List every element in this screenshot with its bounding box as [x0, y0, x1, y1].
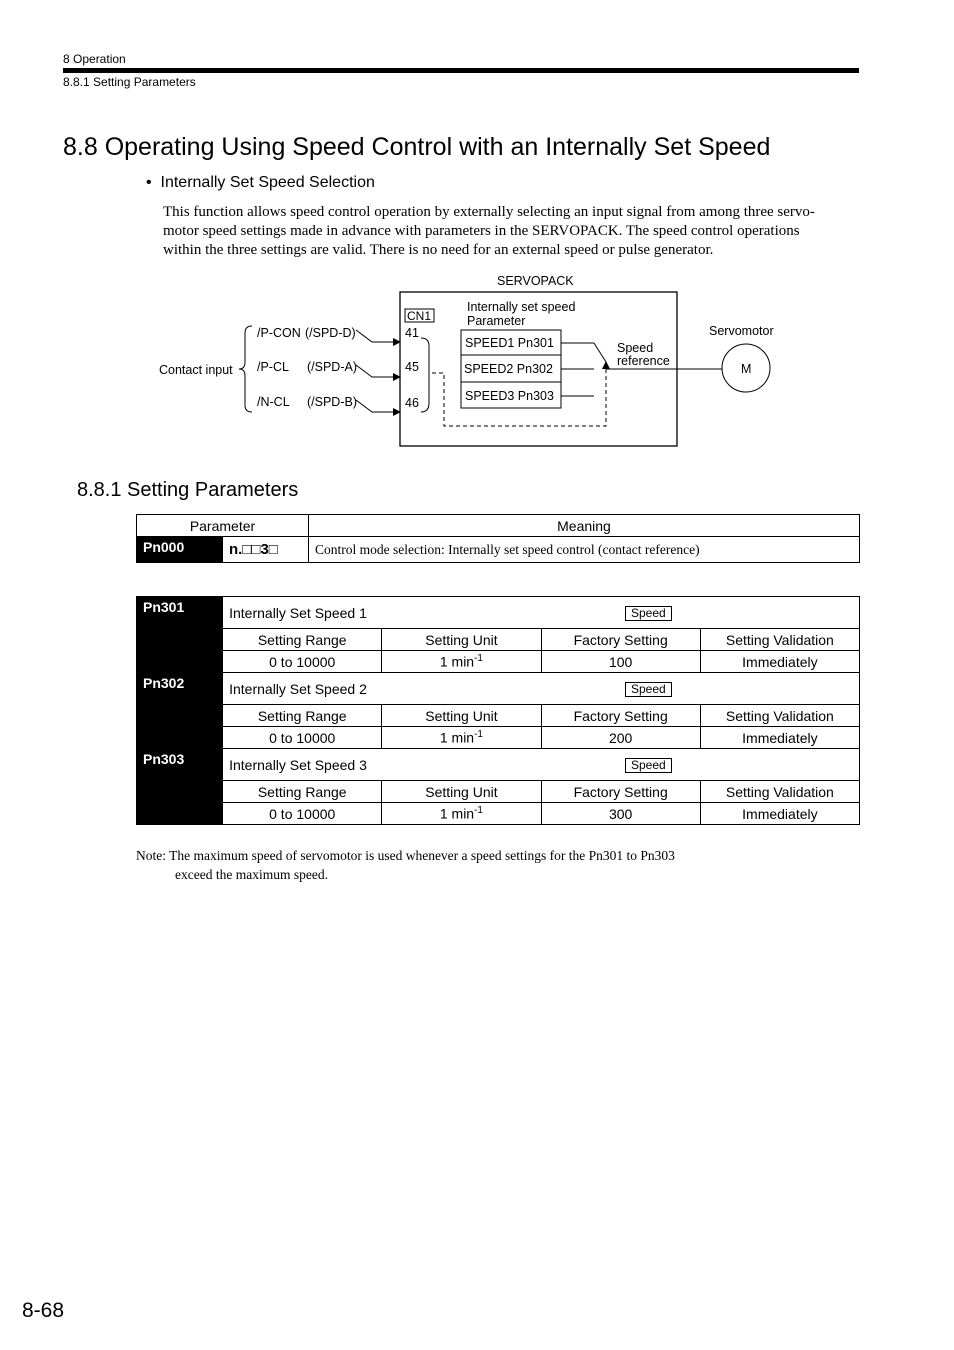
pn302-range: 0 to 10000 [223, 727, 382, 749]
selector-switch [594, 343, 606, 362]
bullet-text: Internally Set Speed Selection [160, 174, 375, 191]
bullet-heading: • Internally Set Speed Selection [146, 174, 375, 191]
pn303-unit: 1 $\min^{-1}$ [382, 803, 541, 825]
pn302-id: Pn302 [137, 673, 223, 749]
servopack-label: SERVOPACK [497, 274, 574, 288]
signal-name-1: /P-CON [257, 326, 301, 340]
contact-brace [239, 326, 252, 412]
speed-ref-label-1: Speed [617, 341, 654, 355]
contact-line-2 [356, 365, 400, 377]
speed-ref-label-2: reference [617, 354, 670, 368]
pn302-title-cell [223, 673, 860, 705]
internal-label-2: Parameter [467, 314, 526, 328]
pn302-factory: 200 [541, 727, 700, 749]
speed3-label: SPEED3 Pn303 [465, 389, 554, 403]
header-factory-setting: Factory Setting [541, 781, 700, 803]
header-factory-setting: Factory Setting [541, 629, 700, 651]
header-setting-unit: Setting Unit [382, 781, 541, 803]
signal-name-3: /N-CL [257, 395, 290, 409]
pin-41: 41 [405, 326, 419, 340]
pin-46: 46 [405, 396, 419, 410]
header-setting-validation: Setting Validation [700, 781, 859, 803]
signal-alt-1: (/SPD-D) [305, 326, 356, 340]
note-line-1: Note: The maximum speed of servomotor is used whenever a speed settings for the Pn301 to Pn303 [136, 848, 675, 863]
pn301-unit: 1 $\min^{-1}$ [382, 651, 541, 673]
page-title: 8.8 Operating Using Speed Control with an Internally Set Speed [63, 133, 771, 161]
contact-line-3 [356, 400, 400, 412]
cn1-label: CN1 [407, 309, 432, 323]
pin-45: 45 [405, 360, 419, 374]
pn000-value: n.□□3□ [223, 537, 309, 563]
pn000-id: Pn000 [137, 537, 223, 563]
col-meaning: Meaning [309, 515, 860, 537]
pn301-factory: 100 [541, 651, 700, 673]
signal-name-2: /P-CL [257, 360, 289, 374]
para-line-1: This function allows speed control operation by externally selecting an input signal from among three servo- [163, 204, 815, 220]
pn303-range: 0 to 10000 [223, 803, 382, 825]
speed1-label: SPEED1 Pn301 [465, 336, 554, 350]
pin-bracket [421, 338, 429, 412]
note [136, 846, 675, 884]
signal-alt-2: (/SPD-A) [307, 360, 357, 374]
pn301-range: 0 to 10000 [223, 651, 382, 673]
col-parameter: Parameter [137, 515, 309, 537]
page-number: 8-68 [22, 1299, 65, 1322]
mode-parameter-table [136, 514, 860, 563]
speed-parameter-table [136, 596, 860, 825]
header-setting-unit: Setting Unit [382, 705, 541, 727]
section-heading: 8.8.1 Setting Parameters [77, 479, 299, 501]
contact-line-1 [356, 330, 400, 342]
pn303-title-cell [223, 749, 860, 781]
motor-letter: M [741, 362, 752, 376]
header-factory-setting: Factory Setting [541, 705, 700, 727]
pn303-id: Pn303 [137, 749, 223, 825]
header-setting-validation: Setting Validation [700, 629, 859, 651]
pn303-speed-tag: Speed [625, 758, 672, 773]
pn301-id: Pn301 [137, 597, 223, 673]
contact-input-label: Contact input [159, 363, 233, 377]
pn301-validation: Immediately [700, 651, 859, 673]
header-setting-unit: Setting Unit [382, 629, 541, 651]
pn303-factory: 300 [541, 803, 700, 825]
pn303-validation: Immediately [700, 803, 859, 825]
pn301-title-cell [223, 597, 860, 629]
pn302-name: Internally Set Speed 2 [229, 680, 367, 697]
header-setting-range: Setting Range [223, 629, 382, 651]
pn303-name: Internally Set Speed 3 [229, 756, 367, 773]
header-setting-range: Setting Range [223, 705, 382, 727]
pn000-meaning: Control mode selection: Internally set speed control (contact reference) [309, 537, 860, 563]
signal-alt-3: (/SPD-B) [307, 395, 357, 409]
para-line-3: within the three settings are valid. There is no need for an external speed or pulse generator. [163, 242, 714, 258]
pn301-name: Internally Set Speed 1 [229, 604, 367, 621]
header-setting-range: Setting Range [223, 781, 382, 803]
note-line-2: exceed the maximum speed. [175, 867, 328, 882]
pn302-unit: 1 $\min^{-1}$ [382, 727, 541, 749]
servomotor-label: Servomotor [709, 324, 774, 338]
pn302-validation: Immediately [700, 727, 859, 749]
para-line-2: motor speed settings made in advance with parameters in the SERVOPACK. The speed control operations [163, 223, 800, 239]
pn302-speed-tag: Speed [625, 682, 672, 697]
pn301-speed-tag: Speed [625, 606, 672, 621]
header-section: 8.8.1 Setting Parameters [63, 75, 196, 89]
header-setting-validation: Setting Validation [700, 705, 859, 727]
header-chapter: 8 Operation [63, 52, 126, 66]
internal-label-1: Internally set speed [467, 300, 576, 314]
speed2-label: SPEED2 Pn302 [464, 362, 553, 376]
speed-selection-diagram [0, 0, 954, 460]
